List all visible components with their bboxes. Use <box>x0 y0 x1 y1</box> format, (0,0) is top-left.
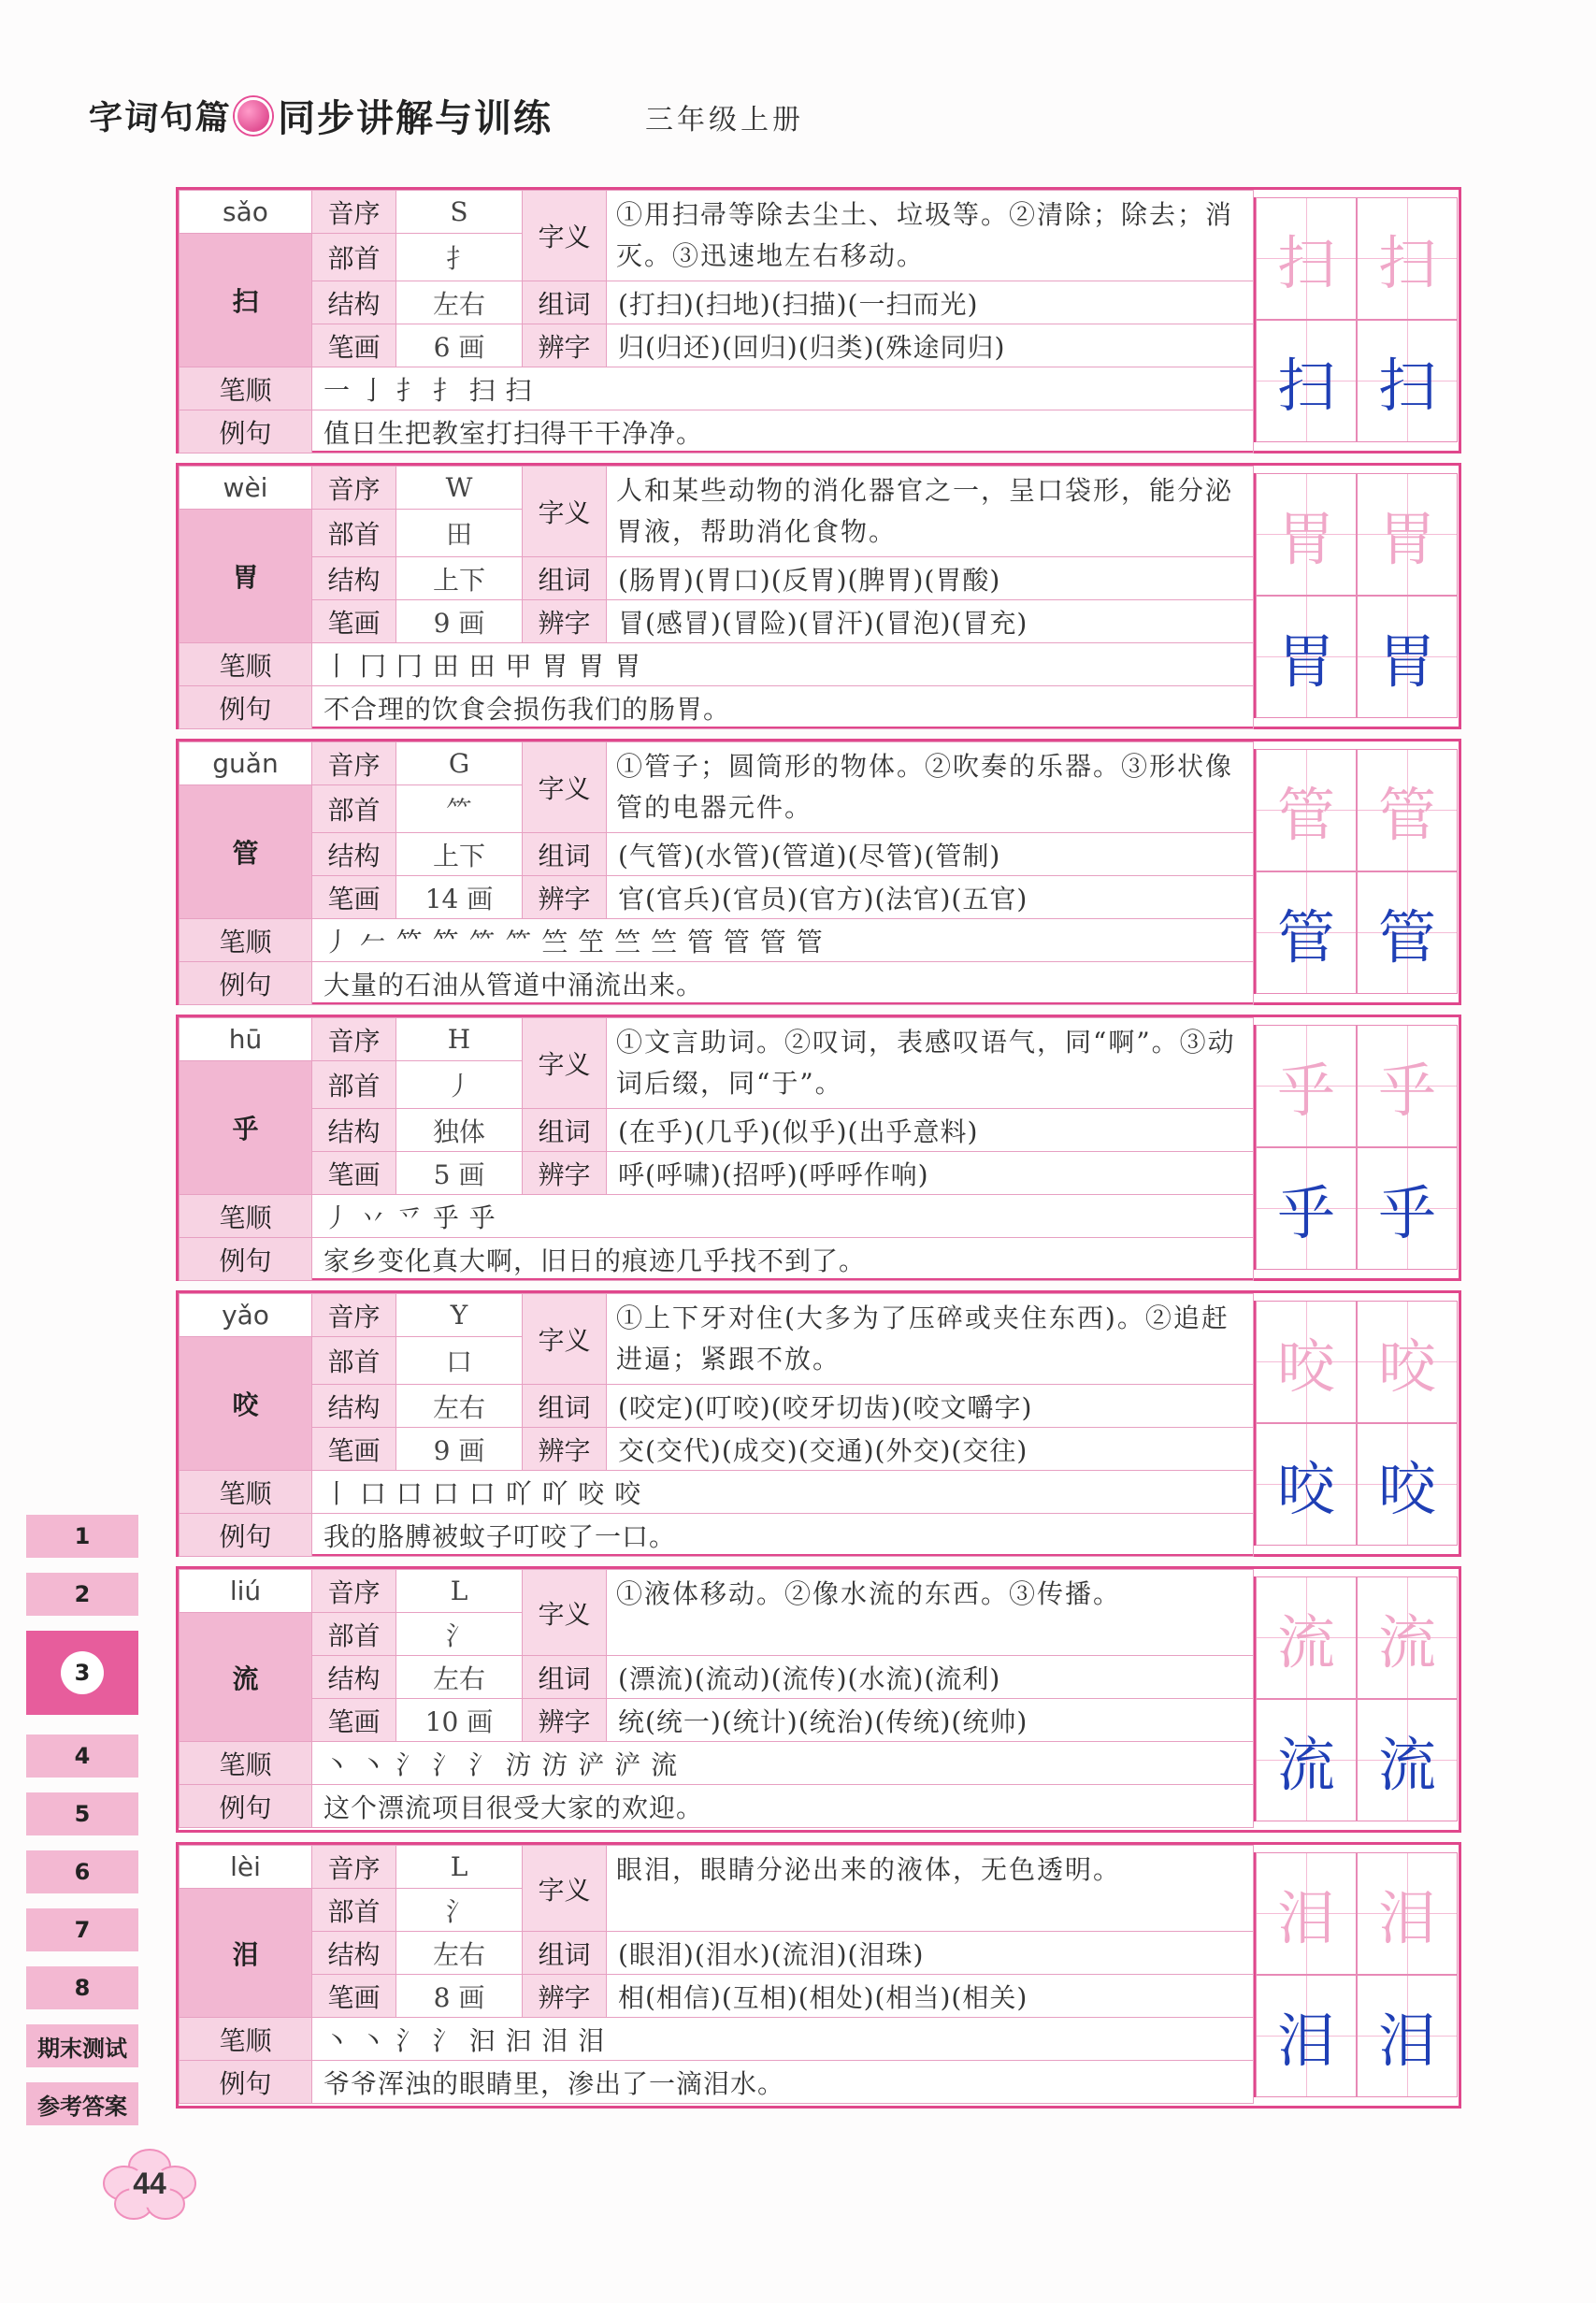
character-entry <box>176 739 1461 1005</box>
label-structure: 结构 <box>312 281 396 324</box>
trace-cell: 胃 <box>1357 473 1458 596</box>
stroke-order: 丿 𠂉 𥫗 𥫗 ⺮ ⺮ 竺 笁 竺 竺 管 管 管 管 <box>312 919 1254 962</box>
label-example: 例句 <box>180 410 312 453</box>
character-entry <box>176 1566 1461 1833</box>
stroke-count: 9 画 <box>396 600 523 643</box>
practice-cell: 胃 <box>1357 596 1458 718</box>
practice-cell: 流 <box>1256 1699 1357 1821</box>
example-sentence: 大量的石油从管道中涌流出来。 <box>312 962 1254 1005</box>
practice-cell: 胃 <box>1256 596 1357 718</box>
stroke-order: 一 亅 扌 扌 扫 扫 <box>312 367 1254 410</box>
pinyin: sǎo <box>180 191 312 234</box>
label-meaning: 字义 <box>523 742 607 833</box>
practice-cell: 扫 <box>1357 320 1458 442</box>
example-sentence: 爷爷浑浊的眼睛里，渗出了一滴泪水。 <box>312 2061 1254 2104</box>
trace-cell: 胃 <box>1256 473 1357 596</box>
section-tab[interactable] <box>26 2024 138 2067</box>
meaning-text: ①文言助词。②叹词，表感叹语气，同“啊”。③动词后缀，同“于”。 <box>607 1018 1254 1109</box>
label-sound-order: 音序 <box>312 1294 396 1337</box>
section-tab-label: 6 <box>74 1859 91 1885</box>
character-entry <box>176 187 1461 453</box>
label-distinguish: 辨字 <box>523 600 607 643</box>
sound-letter: L <box>396 1846 523 1889</box>
trace-cell: 流 <box>1256 1576 1357 1699</box>
practice-cell: 扫 <box>1256 320 1357 442</box>
meaning-text: ①液体移动。②像水流的东西。③传播。 <box>607 1570 1254 1656</box>
label-words: 组词 <box>523 1656 607 1699</box>
section-tab[interactable] <box>26 1908 138 1951</box>
trace-cell: 扫 <box>1256 197 1357 320</box>
label-structure: 结构 <box>312 1109 396 1152</box>
sound-letter: W <box>396 467 523 510</box>
word-groups: (在乎)(几乎)(似乎)(出乎意料) <box>607 1109 1254 1152</box>
main-character: 咬 <box>180 1337 312 1471</box>
brand-char: 词 <box>122 96 160 139</box>
page-header <box>89 89 1491 154</box>
trace-cell: 乎 <box>1256 1025 1357 1147</box>
stroke-order: 丨 冂 冂 田 田 甲 胃 胃 胃 <box>312 643 1254 686</box>
section-tab-label: 3 <box>61 1651 104 1694</box>
section-tab[interactable] <box>26 1573 138 1616</box>
section-tab-label: 4 <box>74 1743 91 1769</box>
label-distinguish: 辨字 <box>523 1699 607 1742</box>
word-groups: (咬定)(叮咬)(咬牙切齿)(咬文嚼字) <box>607 1385 1254 1428</box>
brand-char: 句 <box>158 96 196 139</box>
brand-char: 字 <box>87 96 125 139</box>
pinyin: lèi <box>180 1846 312 1889</box>
label-stroke-order: 笔顺 <box>180 1742 312 1785</box>
meaning-text: ①上下牙对住(大多为了压碎或夹住东西)。②追赶进逼；紧跟不放。 <box>607 1294 1254 1385</box>
main-character: 泪 <box>180 1889 312 2018</box>
brand-logo <box>89 89 553 142</box>
character-entry <box>176 1015 1461 1281</box>
entry-table <box>179 1569 1254 1828</box>
label-stroke-order: 笔顺 <box>180 367 312 410</box>
label-example: 例句 <box>180 2061 312 2104</box>
entry-table <box>179 1845 1254 2104</box>
label-sound-order: 音序 <box>312 742 396 785</box>
trace-cell: 管 <box>1357 749 1458 871</box>
section-tab[interactable] <box>26 1631 138 1715</box>
label-strokes: 笔画 <box>312 600 396 643</box>
label-stroke-order: 笔顺 <box>180 1195 312 1238</box>
main-character: 扫 <box>180 234 312 367</box>
label-distinguish: 辨字 <box>523 1975 607 2018</box>
sound-letter: G <box>396 742 523 785</box>
entry-table <box>179 1017 1254 1281</box>
radical: 扌 <box>396 234 523 281</box>
stroke-order: 丿 丷 乊 乎 乎 <box>312 1195 1254 1238</box>
label-sound-order: 音序 <box>312 467 396 510</box>
structure: 左右 <box>396 1385 523 1428</box>
section-tab-label: 1 <box>74 1523 91 1549</box>
section-tab[interactable] <box>26 2082 138 2125</box>
label-structure: 结构 <box>312 833 396 876</box>
example-sentence: 值日生把教室打扫得干干净净。 <box>312 410 1254 453</box>
word-groups: (打扫)(扫地)(扫描)(一扫而光) <box>607 281 1254 324</box>
structure: 左右 <box>396 281 523 324</box>
sound-letter: H <box>396 1018 523 1061</box>
stroke-order: 丨 口 口 口 口 吖 吖 咬 咬 <box>312 1471 1254 1514</box>
trace-cell: 泪 <box>1357 1852 1458 1975</box>
writing-grid <box>1254 749 1458 994</box>
practice-cell: 乎 <box>1357 1147 1458 1270</box>
writing-grid <box>1254 197 1458 442</box>
section-tab-label: 2 <box>74 1581 91 1607</box>
practice-cell: 咬 <box>1357 1423 1458 1546</box>
label-strokes: 笔画 <box>312 324 396 367</box>
practice-cell: 泪 <box>1357 1975 1458 2097</box>
label-distinguish: 辨字 <box>523 1428 607 1471</box>
pinyin: guǎn <box>180 742 312 785</box>
label-radical: 部首 <box>312 510 396 557</box>
sound-letter: Y <box>396 1294 523 1337</box>
label-meaning: 字义 <box>523 1846 607 1932</box>
writing-grid <box>1254 473 1458 718</box>
stroke-count: 14 画 <box>396 876 523 919</box>
example-sentence: 家乡变化真大啊，旧日的痕迹几乎找不到了。 <box>312 1238 1254 1281</box>
label-structure: 结构 <box>312 1932 396 1975</box>
label-meaning: 字义 <box>523 1294 607 1385</box>
trace-cell: 流 <box>1357 1576 1458 1699</box>
label-meaning: 字义 <box>523 1018 607 1109</box>
character-entry <box>176 1290 1461 1557</box>
practice-cell: 管 <box>1256 871 1357 994</box>
label-words: 组词 <box>523 1932 607 1975</box>
label-sound-order: 音序 <box>312 1570 396 1613</box>
label-words: 组词 <box>523 1109 607 1152</box>
label-example: 例句 <box>180 962 312 1005</box>
radical: 田 <box>396 510 523 557</box>
structure: 独体 <box>396 1109 523 1152</box>
distinguish-text: 官(官兵)(官员)(官方)(法官)(五官) <box>607 876 1254 919</box>
writing-grid <box>1254 1852 1458 2097</box>
label-structure: 结构 <box>312 557 396 600</box>
entry-table <box>179 466 1254 729</box>
section-tab[interactable] <box>26 1850 138 1893</box>
label-structure: 结构 <box>312 1385 396 1428</box>
distinguish-text: 冒(感冒)(冒险)(冒汗)(冒泡)(冒充) <box>607 600 1254 643</box>
label-distinguish: 辨字 <box>523 324 607 367</box>
practice-cell: 流 <box>1357 1699 1458 1821</box>
label-stroke-order: 笔顺 <box>180 919 312 962</box>
radical: 丿 <box>396 1061 523 1109</box>
practice-cell: 管 <box>1357 871 1458 994</box>
stroke-count: 8 画 <box>396 1975 523 2018</box>
label-radical: 部首 <box>312 1337 396 1385</box>
label-stroke-order: 笔顺 <box>180 1471 312 1514</box>
writing-grid <box>1254 1576 1458 1821</box>
trace-cell: 乎 <box>1357 1025 1458 1147</box>
structure: 上下 <box>396 833 523 876</box>
label-strokes: 笔画 <box>312 1428 396 1471</box>
label-words: 组词 <box>523 1385 607 1428</box>
label-radical: 部首 <box>312 234 396 281</box>
word-groups: (气管)(水管)(管道)(尽管)(管制) <box>607 833 1254 876</box>
distinguish-text: 统(统一)(统计)(统治)(传统)(统帅) <box>607 1699 1254 1742</box>
label-distinguish: 辨字 <box>523 1152 607 1195</box>
writing-grid <box>1254 1301 1458 1546</box>
label-sound-order: 音序 <box>312 1846 396 1889</box>
section-tab-label: 参考答案 <box>37 2093 127 2120</box>
label-radical: 部首 <box>312 1061 396 1109</box>
section-tab[interactable] <box>26 1792 138 1835</box>
trace-cell: 咬 <box>1256 1301 1357 1423</box>
trace-cell: 泪 <box>1256 1852 1357 1975</box>
section-tab[interactable] <box>26 1734 138 1778</box>
page-number: 44 <box>98 2146 201 2221</box>
section-tab-label: 期末测试 <box>37 2035 127 2062</box>
word-groups: (肠胃)(胃口)(反胃)(脾胃)(胃酸) <box>607 557 1254 600</box>
label-strokes: 笔画 <box>312 1975 396 2018</box>
radical: 氵 <box>396 1613 523 1656</box>
stroke-order: 丶 丶 氵 氵 汩 汩 泪 泪 <box>312 2018 1254 2061</box>
stroke-count: 6 画 <box>396 324 523 367</box>
section-tab-label: 5 <box>74 1801 91 1827</box>
radical: ⺮ <box>396 785 523 833</box>
pinyin: liú <box>180 1570 312 1613</box>
label-example: 例句 <box>180 686 312 729</box>
radical: 氵 <box>396 1889 523 1932</box>
stroke-count: 5 画 <box>396 1152 523 1195</box>
label-sound-order: 音序 <box>312 1018 396 1061</box>
label-meaning: 字义 <box>523 1570 607 1656</box>
label-strokes: 笔画 <box>312 1699 396 1742</box>
word-groups: (漂流)(流动)(流传)(水流)(流利) <box>607 1656 1254 1699</box>
label-structure: 结构 <box>312 1656 396 1699</box>
character-entry <box>176 1842 1461 2109</box>
sound-letter: S <box>396 191 523 234</box>
brand-dot-icon <box>235 97 272 135</box>
label-strokes: 笔画 <box>312 876 396 919</box>
distinguish-text: 交(交代)(成交)(交通)(外交)(交往) <box>607 1428 1254 1471</box>
example-sentence: 不合理的饮食会损伤我们的肠胃。 <box>312 686 1254 729</box>
section-tab-label: 8 <box>74 1975 91 2001</box>
structure: 左右 <box>396 1656 523 1699</box>
meaning-text: ①用扫帚等除去尘土、垃圾等。②清除；除去；消灭。③迅速地左右移动。 <box>607 191 1254 281</box>
brand-char: 篇 <box>194 96 231 139</box>
practice-cell: 乎 <box>1256 1147 1357 1270</box>
radical: 口 <box>396 1337 523 1385</box>
pinyin: yǎo <box>180 1294 312 1337</box>
trace-cell: 扫 <box>1357 197 1458 320</box>
meaning-text: ①管子；圆筒形的物体。②吹奏的乐器。③形状像管的电器元件。 <box>607 742 1254 833</box>
example-sentence: 我的胳膊被蚊子叮咬了一口。 <box>312 1514 1254 1557</box>
label-distinguish: 辨字 <box>523 876 607 919</box>
label-example: 例句 <box>180 1238 312 1281</box>
label-example: 例句 <box>180 1785 312 1828</box>
pinyin: hū <box>180 1018 312 1061</box>
main-character: 流 <box>180 1613 312 1742</box>
distinguish-text: 归(归还)(回归)(归类)(殊途同归) <box>607 324 1254 367</box>
word-groups: (眼泪)(泪水)(流泪)(泪珠) <box>607 1932 1254 1975</box>
structure: 左右 <box>396 1932 523 1975</box>
section-tab[interactable] <box>26 1966 138 2009</box>
distinguish-text: 相(相信)(互相)(相处)(相当)(相关) <box>607 1975 1254 2018</box>
entry-table <box>179 190 1254 453</box>
main-character: 管 <box>180 785 312 919</box>
pinyin: wèi <box>180 467 312 510</box>
label-meaning: 字义 <box>523 191 607 281</box>
practice-cell: 咬 <box>1256 1423 1357 1546</box>
sound-letter: L <box>396 1570 523 1613</box>
trace-cell: 咬 <box>1357 1301 1458 1423</box>
distinguish-text: 呼(呼啸)(招呼)(呼呼作响) <box>607 1152 1254 1195</box>
entry-table <box>179 1293 1254 1557</box>
section-tab[interactable] <box>26 1515 138 1558</box>
label-radical: 部首 <box>312 1613 396 1656</box>
example-sentence: 这个漂流项目很受大家的欢迎。 <box>312 1785 1254 1828</box>
label-words: 组词 <box>523 557 607 600</box>
book-title: 同步讲解与训练 <box>278 97 554 140</box>
meaning-text: 人和某些动物的消化器官之一，呈口袋形，能分泌胃液，帮助消化食物。 <box>607 467 1254 557</box>
label-stroke-order: 笔顺 <box>180 643 312 686</box>
label-example: 例句 <box>180 1514 312 1557</box>
writing-grid <box>1254 1025 1458 1270</box>
meaning-text: 眼泪，眼睛分泌出来的液体，无色透明。 <box>607 1846 1254 1932</box>
label-words: 组词 <box>523 833 607 876</box>
label-radical: 部首 <box>312 1889 396 1932</box>
label-sound-order: 音序 <box>312 191 396 234</box>
stroke-count: 10 画 <box>396 1699 523 1742</box>
practice-cell: 泪 <box>1256 1975 1357 2097</box>
label-strokes: 笔画 <box>312 1152 396 1195</box>
stroke-order: 丶 丶 氵 氵 氵 汸 汸 浐 浐 流 <box>312 1742 1254 1785</box>
label-meaning: 字义 <box>523 467 607 557</box>
section-tab-label: 7 <box>74 1917 91 1943</box>
structure: 上下 <box>396 557 523 600</box>
label-stroke-order: 笔顺 <box>180 2018 312 2061</box>
grade-label: 三年级上册 <box>645 104 804 137</box>
trace-cell: 管 <box>1256 749 1357 871</box>
entry-table <box>179 741 1254 1005</box>
main-character: 乎 <box>180 1061 312 1195</box>
main-character: 胃 <box>180 510 312 643</box>
label-words: 组词 <box>523 281 607 324</box>
stroke-count: 9 画 <box>396 1428 523 1471</box>
label-radical: 部首 <box>312 785 396 833</box>
character-entry <box>176 463 1461 729</box>
